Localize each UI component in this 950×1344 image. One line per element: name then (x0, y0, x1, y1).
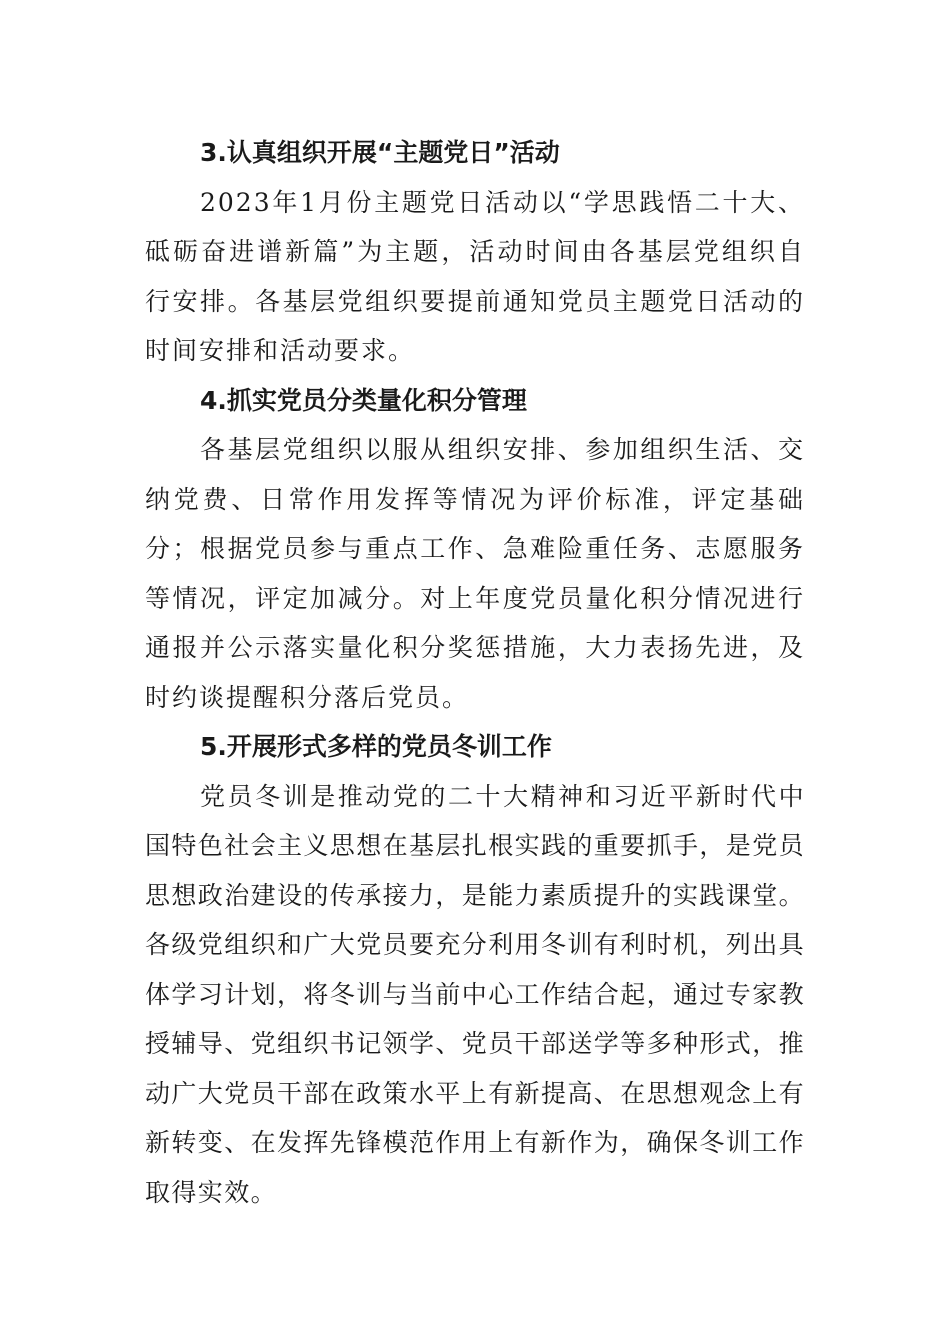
section-paragraph: 2023年1月份主题党日活动以“学思践悟二十大、砥砺奋进谱新篇”为主题，活动时间由各基层党组织自行安排。各基层党组织要提前通知党员主题党日活动的时间安排和活动要求。 (145, 187, 805, 365)
section-4 (145, 376, 805, 723)
section-5 (145, 722, 805, 1217)
section-heading: 3.认真组织开展“主题党日”活动 (200, 138, 560, 167)
section-heading: 5.开展形式多样的党员冬训工作 (200, 732, 552, 761)
section-paragraph: 各基层党组织以服从组织安排、参加组织生活、交纳党费、日常作用发挥等情况为评价标准，评定基础分；根据党员参与重点工作、急难险重任务、志愿服务等情况，评定加减分。对上年度党员量化积分情况进行通报并公示落实量化积分奖惩措施，大力表扬先进，及时约谈提醒积分落后党员。 (145, 435, 805, 712)
document-page (145, 128, 805, 1217)
section-paragraph: 党员冬训是推动党的二十大精神和习近平新时代中国特色社会主义思想在基层扎根实践的重要抓手，是党员思想政治建设的传承接力，是能力素质提升的实践课堂。各级党组织和广大党员要充分利用冬训有利时机，列出具体学习计划，将冬训与当前中心工作结合起，通过专家教授辅导、党组织书记领学、党员干部送学等多种形式，推动广大党员干部在政策水平上有新提高、在思想观念上有新转变、在发挥先锋模范作用上有新作为，确保冬训工作取得实效。 (145, 781, 806, 1207)
section-3 (145, 128, 805, 376)
section-heading: 4.抓实党员分类量化积分管理 (200, 385, 527, 415)
